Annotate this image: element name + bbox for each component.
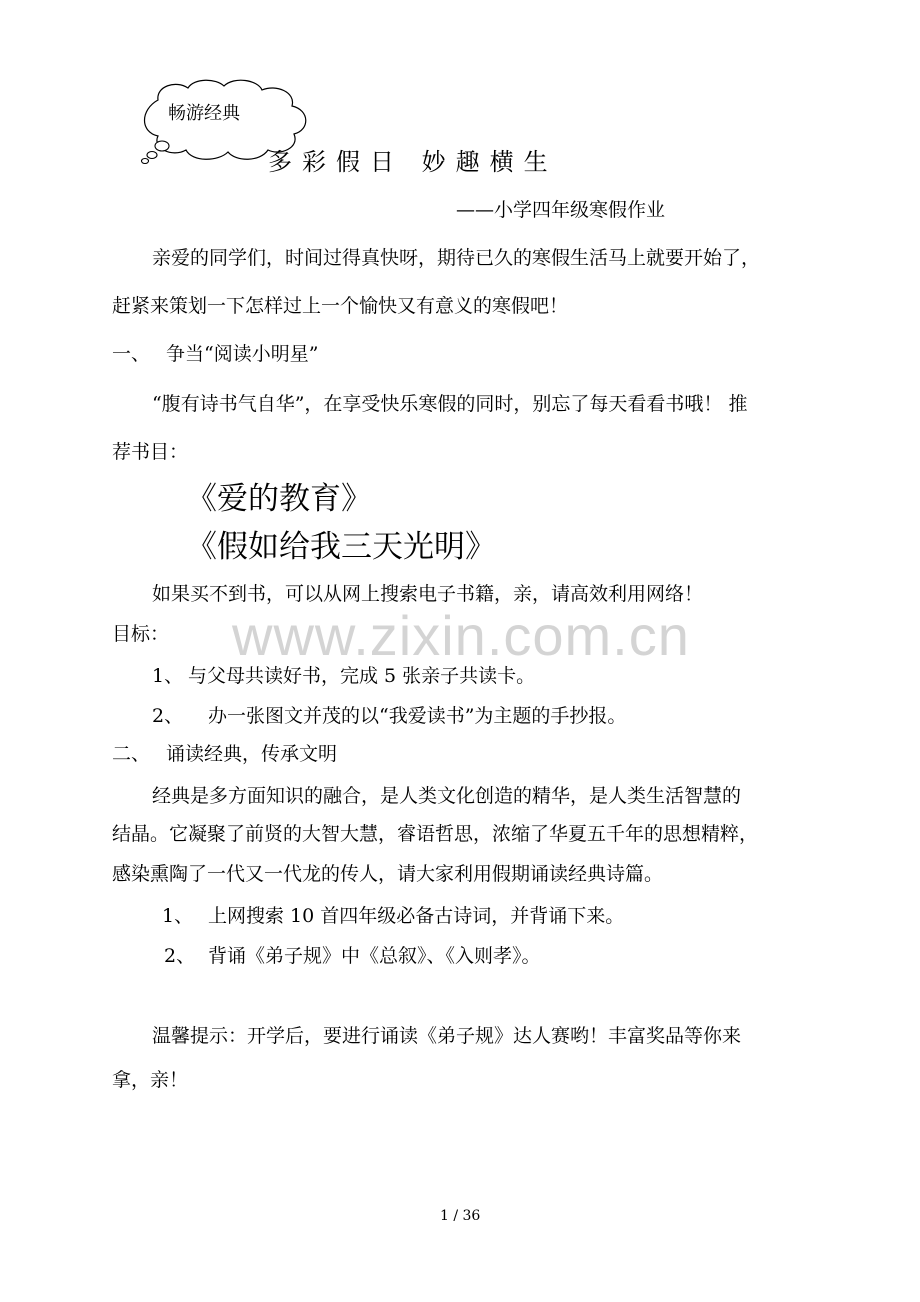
task-2-number: 2、	[164, 945, 196, 967]
tip-line-2: 拿，亲！	[112, 1069, 189, 1091]
page-number: 1 / 36	[440, 1208, 481, 1224]
goal-2-number: 2、	[152, 705, 184, 727]
task-2-text: 背诵《弟子规》中《总叙》、《入则孝》。	[208, 945, 541, 967]
tip-line-1: 温馨提示：开学后，要进行诵读《弟子规》达人赛哟！丰富奖品等你来	[152, 1025, 742, 1047]
section-1-number: 一、	[112, 343, 151, 365]
goal-2-text: 办一张图文并茂的以“我爱读书”为主题的手抄报。	[208, 705, 627, 727]
section-2-number: 二、	[112, 743, 151, 765]
section-2-heading: 诵读经典，传承文明	[166, 743, 338, 765]
task-1-number: 1、	[162, 905, 194, 927]
section-1-paragraph-line-1: “腹有诗书气自华”，在享受快乐寒假的同时，别忘了每天看看书哦！ 推	[152, 393, 748, 415]
watermark-text: www.zixin.com.cn	[232, 604, 690, 667]
goal-1-text: 与父母共读好书，完成 5 张亲子共读卡。	[188, 665, 536, 687]
page-title: 多彩假日 妙趣横生	[268, 148, 558, 176]
section-2-paragraph-line-2: 结晶。它凝聚了前贤的大智大慧，睿语哲思，浓缩了华夏五千年的思想精粹，	[112, 823, 759, 845]
section-2-paragraph-line-1: 经典是多方面知识的融合，是人类文化创造的精华，是人类生活智慧的	[152, 785, 742, 807]
book-title-2: 《假如给我三天光明》	[186, 529, 496, 565]
intro-line-2: 赶紧来策划一下怎样过上一个愉快又有意义的寒假吧！	[112, 295, 569, 317]
goal-1-number: 1、	[152, 665, 184, 687]
intro-line-1: 亲爱的同学们，时间过得真快呀，期待已久的寒假生活马上就要开始了，	[152, 247, 761, 269]
section-2-paragraph-line-3: 感染熏陶了一代又一代龙的传人，请大家利用假期诵读经典诗篇。	[112, 863, 664, 885]
section-1-paragraph-line-2: 荐书目：	[112, 441, 189, 463]
section-1-heading: 争当“阅读小明星”	[166, 343, 319, 365]
task-1-text: 上网搜索 10 首四年级必备古诗词，并背诵下来。	[208, 905, 625, 927]
cloud-badge-text: 畅游经典	[168, 103, 240, 124]
goal-label: 目标：	[112, 623, 170, 645]
section-1-note: 如果买不到书，可以从网上搜索电子书籍，亲，请高效利用网络！	[152, 583, 704, 605]
subtitle: ——小学四年级寒假作业	[456, 199, 666, 221]
book-title-1: 《爱的教育》	[186, 481, 372, 517]
